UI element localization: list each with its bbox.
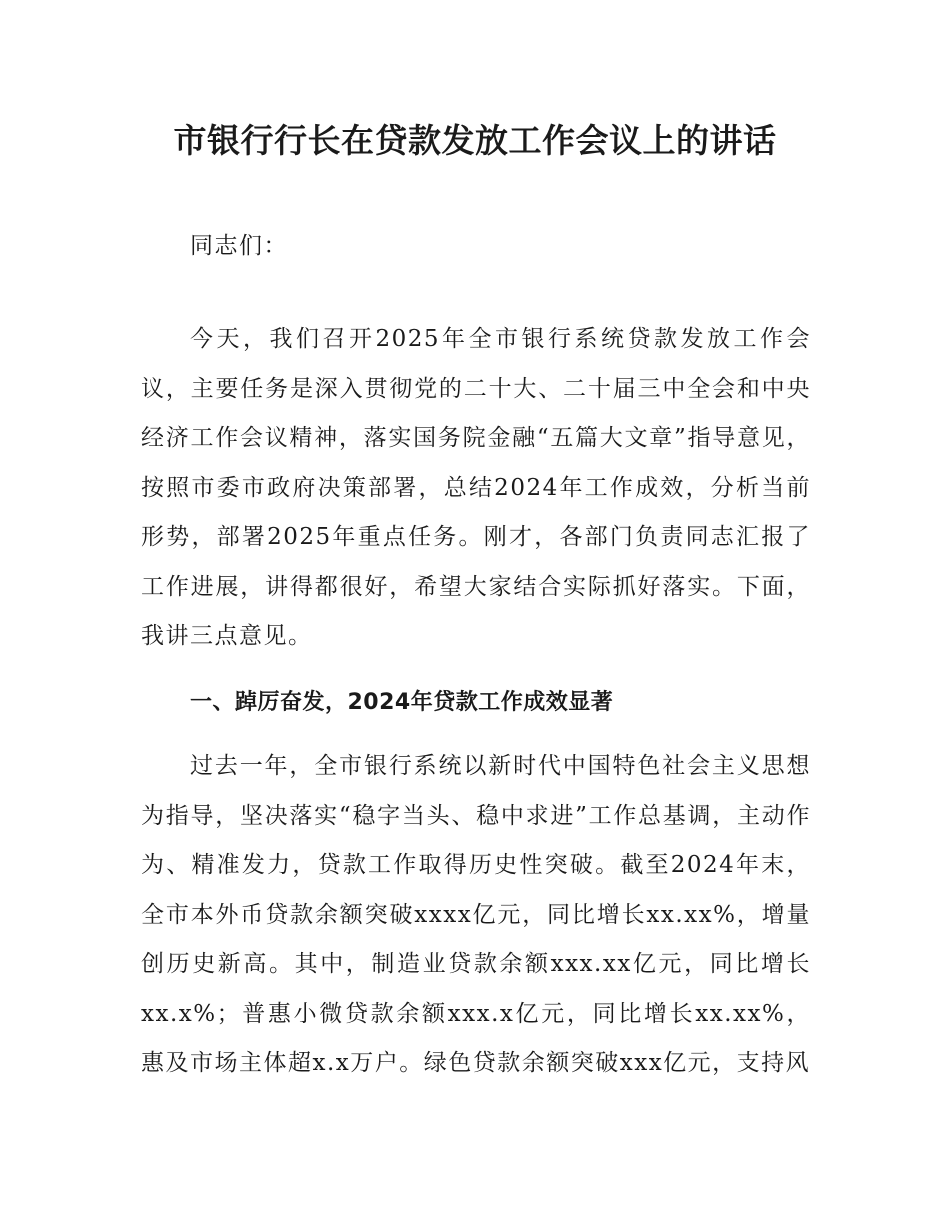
section-paragraph: 过去一年，全市银行系统以新时代中国特色社会主义思想为指导，坚决落实“稳字当头、稳中求进”工作总基调，主动作为、精准发力，贷款工作取得历史性突破。截至2024年末，全市本外币贷款余额突破xxxx亿元，同比增长xx.xx%，增量创历史新高。其中，制造业贷款余额xxx.xx亿元，同比增长xx.x%；普惠小微贷款余额xxx.x亿元，同比增长xx.xx%，惠及市场主体超x.x万户。绿色贷款余额突破xxx亿元，支持风	[141, 753, 811, 1076]
section-heading: 一、踔厉奋发，2024年贷款工作成效显著	[190, 690, 614, 715]
opening-paragraph: 今天，我们召开2025年全市银行系统贷款发放工作会议，主要任务是深入贯彻党的二十大、二十届三中全会和中央经济工作会议精神，落实国务院金融“五篇大文章”指导意见，按照市委市政府决策部署，总结2024年工作成效，分析当前形势，部署2025年重点任务。刚才，各部门负责同志汇报了工作进展，讲得都很好，希望大家结合实际抓好落实。下面，我讲三点意见。	[141, 326, 811, 649]
document-title: 市银行行长在贷款发放工作会议上的讲话	[173, 121, 777, 160]
salutation: 同志们：	[190, 233, 288, 259]
